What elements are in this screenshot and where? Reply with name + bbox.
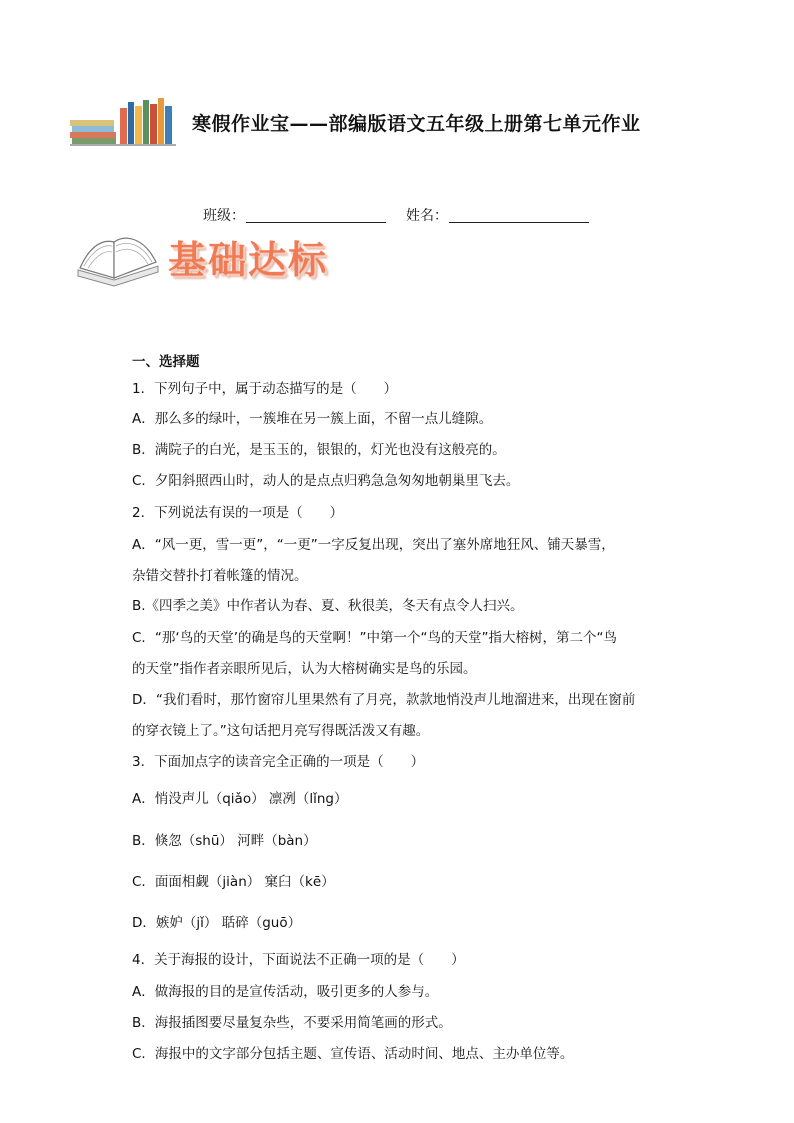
q4-option-b: B．海报插图要尽量复杂些，不要采用简笔画的形式。	[132, 1015, 452, 1031]
q3-stem: 3．下面加点字的读音完全正确的一项是（ ）	[132, 754, 425, 770]
q2-option-c-continued: 的天堂”指作者亲眼所见后，认为大榕树确实是鸟的乐园。	[132, 661, 477, 677]
q3-option-d: D．嫉妒（jǐ） 聒碎（guō）	[132, 915, 302, 931]
q1-option-a: A．那么多的绿叶，一簇堆在另一簇上面，不留一点儿缝隙。	[132, 411, 493, 427]
open-book-icon	[74, 228, 162, 290]
q3-option-c: C．面面相觑（jiàn） 窠臼（kē）	[132, 874, 335, 890]
class-label: 班级：	[203, 208, 245, 224]
name-label: 姓名：	[406, 208, 448, 224]
q1-option-b: B．满院子的白光，是玉玉的，银银的，灯光也没有这般亮的。	[132, 442, 506, 458]
q2-option-b: B.《四季之美》中作者认为春、夏、秋很美，冬天有点令人扫兴。	[132, 598, 524, 614]
q3-option-b: B．倏忽（shū） 河畔（bàn）	[132, 833, 317, 849]
q4-stem: 4．关于海报的设计，下面说法不正确一项的是（ ）	[132, 952, 465, 968]
q2-stem: 2．下列说法有误的一项是（ ）	[132, 505, 344, 521]
q2-option-d-continued: 的穿衣镜上了。”这句话把月亮写得既活泼又有趣。	[132, 723, 430, 739]
section-heading: 一、选择题	[132, 354, 200, 370]
q2-option-a-continued: 杂错交替扑打着帐篷的情况。	[132, 568, 308, 584]
document-title: 寒假作业宝——部编版语文五年级上册第七单元作业	[192, 113, 641, 135]
q1-option-c: C．夕阳斜照西山时，动人的是点点归鸦急急匆匆地朝巢里飞去。	[132, 473, 520, 489]
class-field[interactable]	[246, 222, 386, 223]
q4-option-c: C．海报中的文字部分包括主题、宣传语、活动时间、地点、主办单位等。	[132, 1046, 574, 1062]
q2-option-d: D．“我们看时，那竹窗帘儿里果然有了月亮，款款地悄没声儿地溜进来，出现在窗前	[132, 692, 636, 708]
q1-stem: 1．下列句子中，属于动态描写的是（ ）	[132, 381, 398, 397]
name-field[interactable]	[449, 222, 589, 223]
q4-option-a: A．做海报的目的是宣传活动，吸引更多的人参与。	[132, 984, 439, 1000]
books-logo-icon	[70, 94, 178, 146]
q3-option-a: A．悄没声儿（qiǎo） 凛冽（lǐng）	[132, 791, 348, 807]
section-banner: 基础达标	[168, 238, 329, 282]
q2-option-a: A．“风一更，雪一更”，“一更”一字反复出现，突出了塞外席地狂风、铺天暴雪，	[132, 537, 615, 553]
q2-option-c: C．“那‘鸟的天堂’的确是鸟的天堂啊！”中第一个“鸟的天堂”指大榕树，第二个“鸟	[132, 630, 617, 646]
